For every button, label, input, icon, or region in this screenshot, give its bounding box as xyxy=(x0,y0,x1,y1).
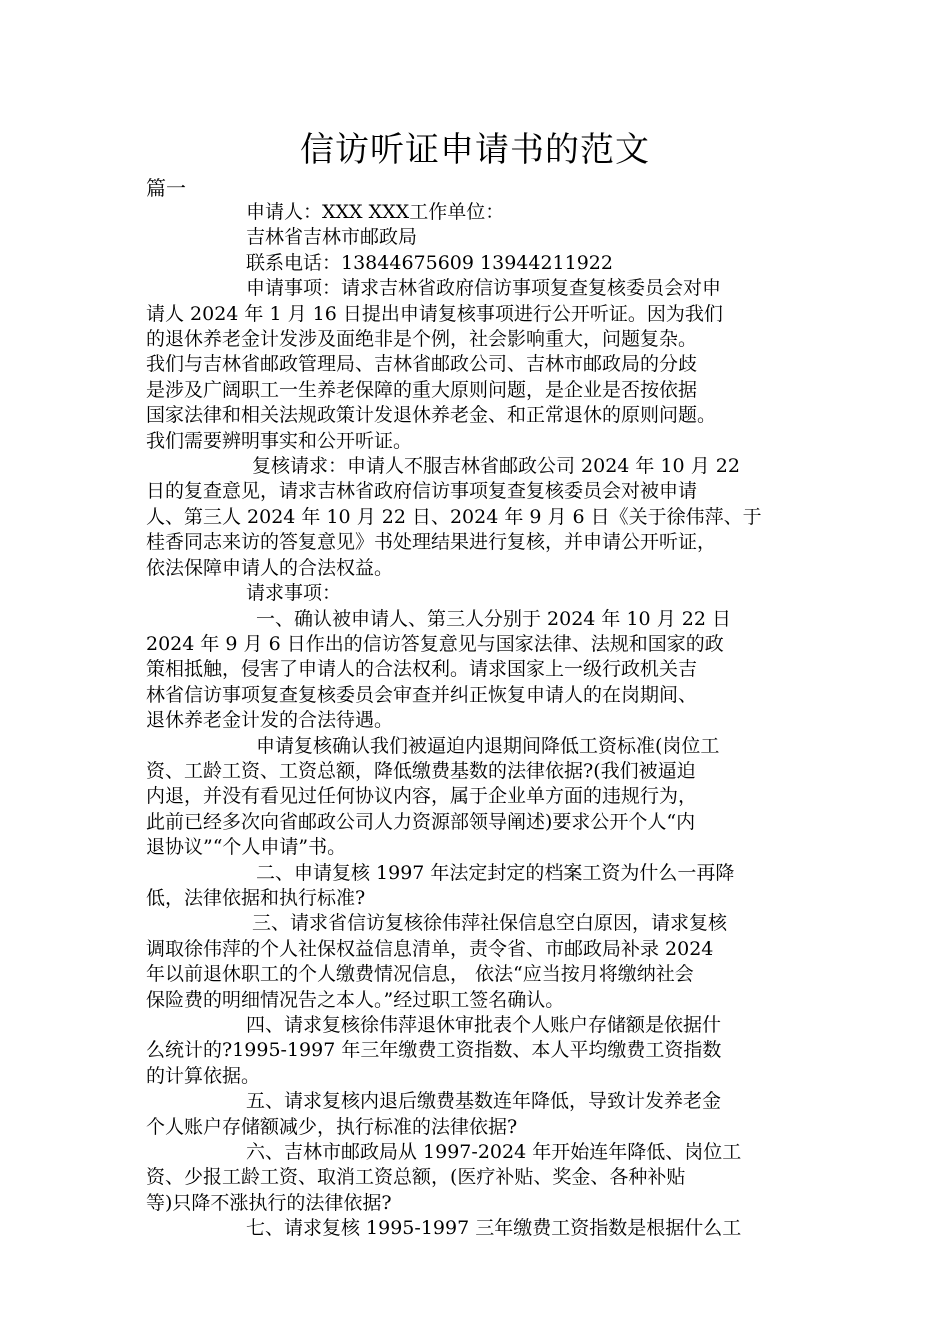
text-line: 年以前退休职工的个人缴费情况信息， 依法“应当按月将缴纳社会 xyxy=(146,963,694,986)
document-body xyxy=(146,200,826,1242)
text-line: 桂香同志来访的答复意见》书处理结果进行复核，并申请公开听证， xyxy=(146,531,717,554)
text-line: 三、请求省信访复核徐伟萍社保信息空白原因，请求复核 xyxy=(252,912,728,935)
text-line: 是涉及广阔职工一生养老保障的重大原则问题，是企业是否按依据 xyxy=(146,378,698,401)
text-line: 资、工龄工资、工资总额，降低缴费基数的法律依据?(我们被逼迫 xyxy=(146,759,696,782)
text-line: 么统计的?1995-1997 年三年缴费工资指数、本人平均缴费工资指数 xyxy=(146,1039,722,1062)
text-line: 林省信访事项复查复核委员会审查并纠正恢复申请人的在岗期间、 xyxy=(146,683,698,706)
text-line: 请人 2024 年 1 月 16 日提出申请复核事项进行公开听证。因为我们 xyxy=(146,302,723,325)
text-line: 吉林省吉林市邮政局 xyxy=(246,226,418,249)
text-line: 2024 年 9 月 6 日作出的信访答复意见与国家法律、法规和国家的政 xyxy=(146,632,724,655)
text-line: 内退，并没有看见过任何协议内容，属于企业单方面的违规行为， xyxy=(146,785,698,808)
text-line: 的退休养老金计发涉及面绝非是个例，社会影响重大，问题复杂。 xyxy=(146,328,698,351)
text-line: 调取徐伟萍的个人社保权益信息清单，责令省、市邮政局补录 2024 xyxy=(146,937,714,960)
text-line: 申请人：XXX XXX工作单位： xyxy=(246,201,505,223)
text-line: 的计算依据。 xyxy=(146,1064,261,1087)
text-line: 策相抵触，侵害了申请人的合法权利。请求国家上一级行政机关吉 xyxy=(146,658,698,681)
text-line: 一、确认被申请人、第三人分别于 2024 年 10 月 22 日 xyxy=(256,607,731,630)
text-line: 五、请求复核内退后缴费基数连年降低，导致计发养老金 xyxy=(246,1090,722,1113)
text-line: 此前已经多次向省邮政公司人力资源部领导阐述)要求公开个人“内 xyxy=(146,810,696,833)
text-line: 七、请求复核 1995-1997 三年缴费工资指数是根据什么工 xyxy=(246,1217,742,1240)
text-line: 退休养老金计发的合法待遇。 xyxy=(146,709,394,732)
text-line: 依法保障申请人的合法权益。 xyxy=(146,556,394,579)
text-line: 请求事项： xyxy=(246,582,342,605)
text-line: 人、第三人 2024 年 10 月 22 日、2024 年 9 月 6 日《关于徐伟萍、于 xyxy=(146,505,762,528)
text-line: 资、少报工龄工资、取消工资总额，(医疗补贴、奖金、各种补贴 xyxy=(146,1166,686,1189)
text-line: 等)只降不涨执行的法律依据? xyxy=(146,1191,392,1214)
text-line: 二、申请复核 1997 年法定封定的档案工资为什么一再降 xyxy=(256,861,735,884)
text-line: 日的复查意见，请求吉林省政府信访事项复查复核委员会对被申请 xyxy=(146,480,698,503)
text-line: 个人账户存储额减少，执行标准的法律依据? xyxy=(146,1115,518,1138)
text-line: 保险费的明细情况告之本人。”经过职工签名确认。 xyxy=(146,988,565,1011)
text-line: 联系电话：13844675609 13944211922 xyxy=(246,251,613,274)
text-line: 复核请求：申请人不服吉林省邮政公司 2024 年 10 月 22 xyxy=(252,455,740,478)
text-line: 退协议”“个人申请”书。 xyxy=(146,836,347,859)
text-line: 申请复核确认我们被逼迫内退期间降低工资标准(岗位工 xyxy=(256,734,720,757)
text-line: 国家法律和相关法规政策计发退休养老金、和正常退休的原则问题。 xyxy=(146,404,717,427)
text-line: 低，法律依据和执行标准? xyxy=(146,886,366,909)
text-line: 申请事项：请求吉林省政府信访事项复查复核委员会对申 xyxy=(246,277,722,300)
document-title: 信访听证申请书的范文 xyxy=(300,130,650,170)
section-heading: 篇一 xyxy=(146,176,186,200)
text-line: 四、请求复核徐伟萍退休审批表个人账户存储额是依据什 xyxy=(246,1014,722,1036)
text-line: 六、吉林市邮政局从 1997-2024 年开始连年降低、岗位工 xyxy=(246,1141,742,1164)
text-line: 我们与吉林省邮政管理局、吉林省邮政公司、吉林市邮政局的分歧 xyxy=(146,353,698,376)
text-line: 我们需要辨明事实和公开听证。 xyxy=(146,429,413,452)
